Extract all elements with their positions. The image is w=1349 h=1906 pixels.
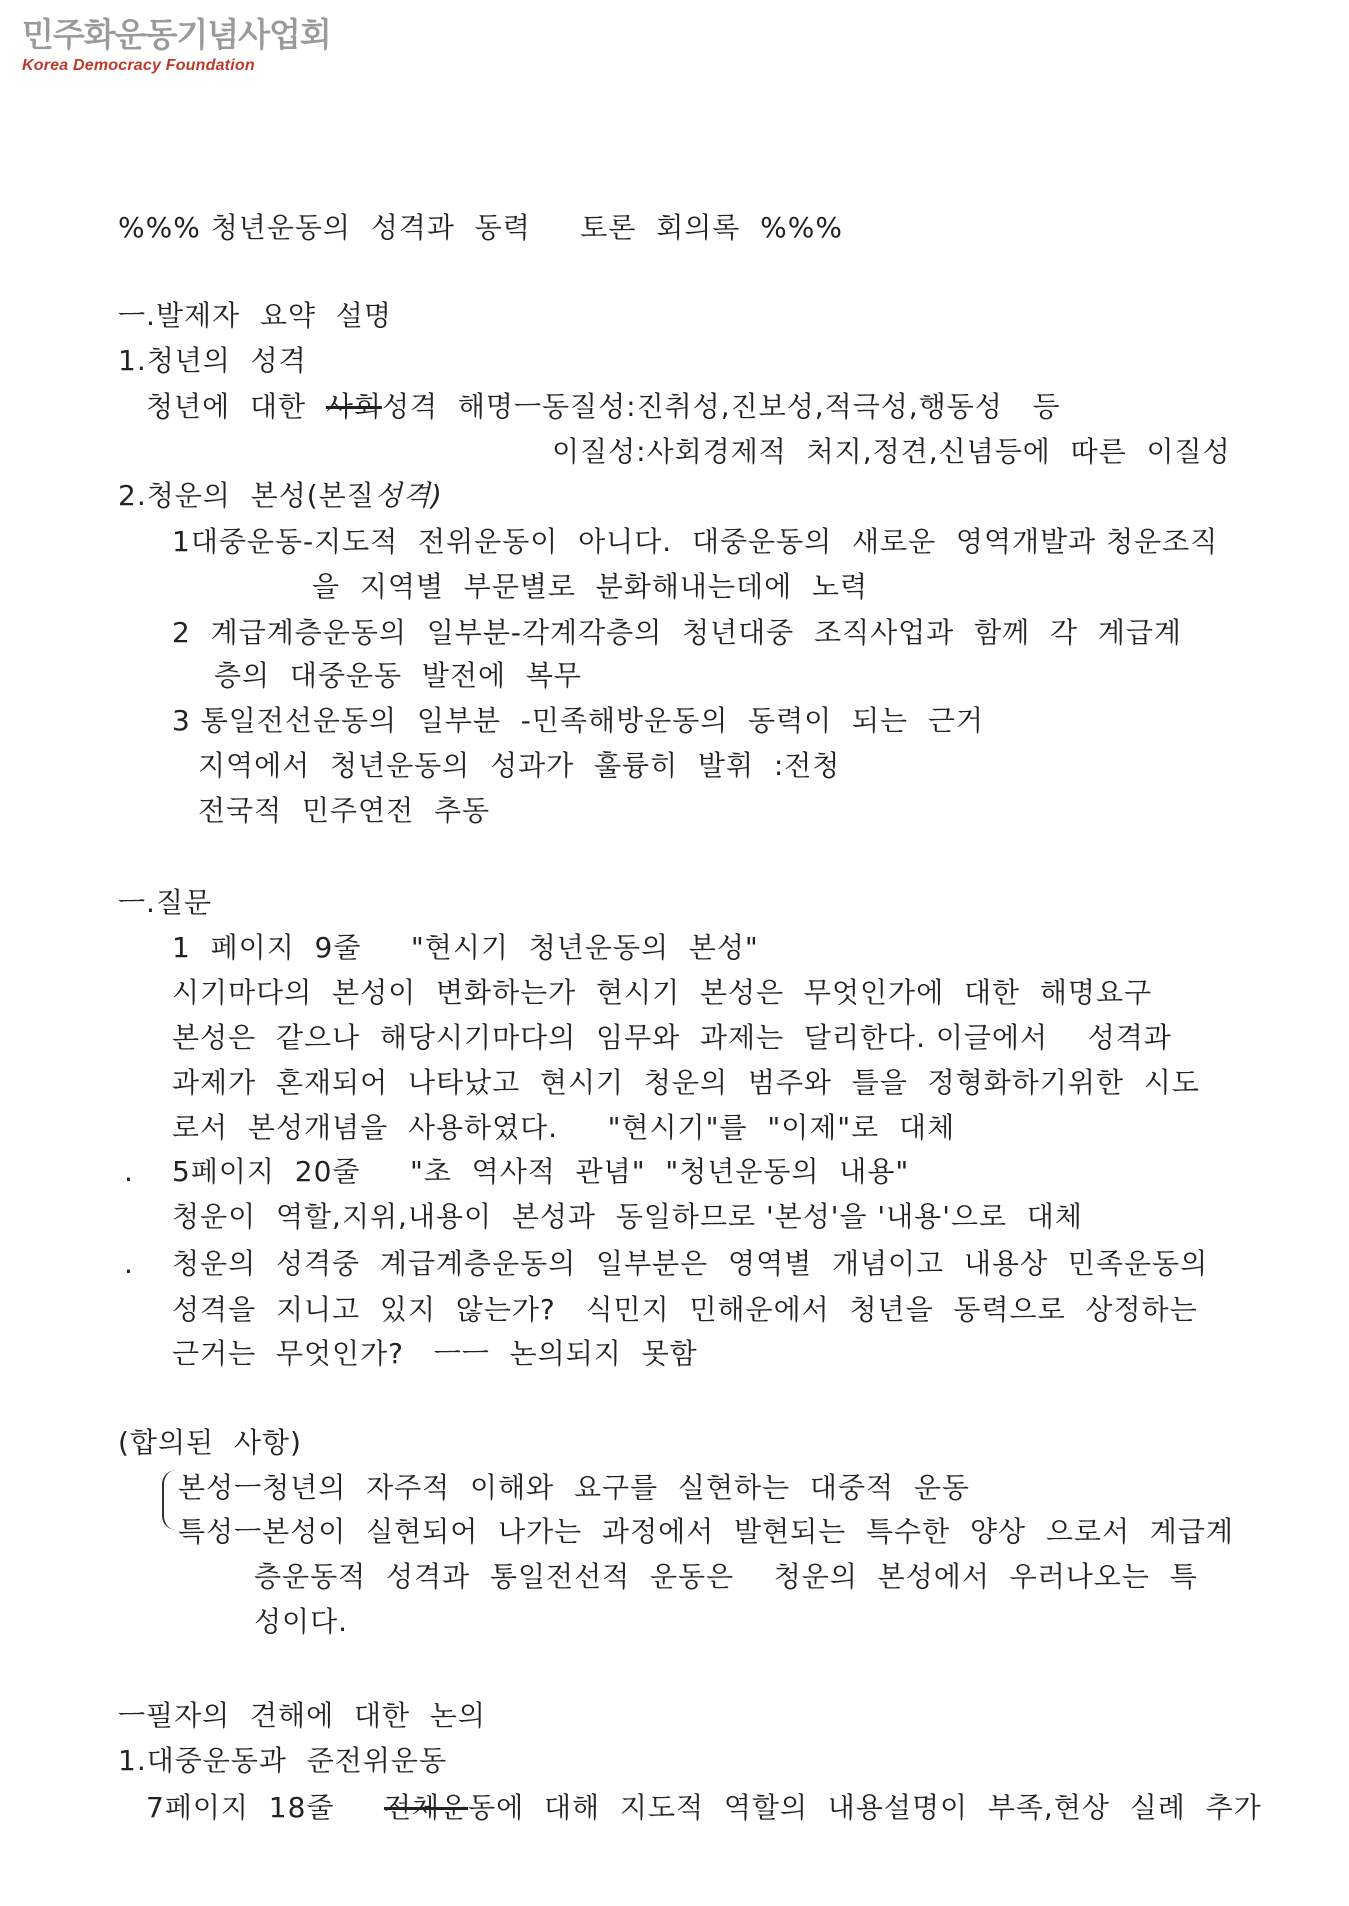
- s1-point3-line3: 전국적 민주연전 추동: [198, 794, 491, 827]
- s1-item1-line1-b: 성격 해명ㅡ동질성:진취성,진보성,적극성,행동성 등: [381, 390, 1061, 423]
- s3-item1-struck-text: 전체운: [383, 1791, 469, 1824]
- q3-line1: 청운의 성격중 계급계층운동의 일부분은 영역별 개념이고 내용상 민족운동의: [172, 1247, 1209, 1280]
- section3-heading: ㅡ필자의 견해에 대한 논의: [118, 1699, 486, 1732]
- s1-point2-line2: 층의 대중운동 발전에 복무: [214, 659, 582, 692]
- s1-item2-handwritten: 성격): [374, 479, 443, 512]
- agreed-line1: 본성ㅡ청년의 자주적 이해와 요구를 실현하는 대중적 운동: [178, 1471, 970, 1504]
- s1-item1-line1-a: 청년에 대한: [146, 390, 326, 423]
- s1-item2-heading-a: 2.청운의 본성(본질: [118, 479, 375, 512]
- logo-korean-text: 민주화운동기념사업회: [22, 15, 331, 54]
- s1-point3-line1: 3 통일전선운동의 일부분 -민족해방운동의 동력이 되는 근거: [172, 704, 984, 737]
- q3-bullet: .: [124, 1247, 133, 1280]
- q1-line2: 시기마다의 본성이 변화하는가 현시기 본성은 무엇인가에 대한 해명요구: [172, 976, 1153, 1009]
- agreed-line3: 층운동적 성격과 통일전선적 운동은 청운의 본성에서 우러나오는 특: [254, 1560, 1198, 1593]
- foundation-logo: [22, 15, 331, 75]
- section2-heading: ㅡ.질문: [118, 886, 213, 919]
- q2-bullet: .: [124, 1155, 133, 1188]
- s1-item1-heading: 1.청년의 성격: [118, 344, 307, 377]
- q1-line5: 로서 본성개념을 사용하였다. "현시기"를 "이제"로 대체: [172, 1111, 956, 1144]
- s3-item1-line1: [146, 1791, 1262, 1824]
- agreed-line4: 성이다.: [254, 1605, 349, 1638]
- agreed-line2: 특성ㅡ본성이 실현되어 나가는 과정에서 발현되는 특수한 양상 으로서 계급계: [178, 1515, 1234, 1548]
- q1-line3: 본성은 같으나 해당시기마다의 임무와 과제는 달리한다. 이글에서 성격과: [172, 1021, 1172, 1054]
- s1-item1-struck-text: 사회: [325, 390, 382, 423]
- agreed-brace: [162, 1470, 176, 1530]
- s1-point2-line1: [172, 616, 1182, 649]
- s1-point2-line1-b: 일부분-각계각층의 청년대중 조직사업과 함께 각 계급계: [406, 616, 1182, 649]
- section1-heading: ㅡ.발제자 요약 설명: [118, 299, 392, 332]
- q2-line1: 5페이지 20줄 "초 역사적 관념" "청년운동의 내용": [172, 1155, 910, 1188]
- s1-item1-line1: [146, 390, 1061, 423]
- agreed-heading: (합의된 사항): [118, 1426, 302, 1459]
- logo-english-text: Korea Democracy Foundation: [22, 57, 255, 74]
- q1-line1: 1 페이지 9줄 "현시기 청년운동의 본성": [172, 931, 759, 964]
- s3-item1-line1-b: 동에 대해 지도적 역할의 내용설명이 부족,현상 실례 추가: [468, 1791, 1262, 1824]
- s1-point3-line2: 지역에서 청년운동의 성과가 훌륭히 발휘 :전청: [198, 749, 841, 782]
- s3-item1-heading: 1.대중운동과 준전위운동: [118, 1744, 447, 1777]
- q1-line4: 과제가 혼재되어 나타났고 현시기 청운의 범주와 틀을 정형화하기위한 시도: [172, 1066, 1200, 1099]
- q2-line2: 청운이 역할,지위,내용이 본성과 동일하므로 '본성'을 '내용'으로 대체: [172, 1200, 1083, 1233]
- s3-item1-line1-a: 7페이지 18줄: [146, 1791, 384, 1824]
- s1-item2-heading: [118, 479, 443, 512]
- s1-point2-line1-a: 2 계급계층운동의: [172, 616, 407, 649]
- s1-point1-line1: 1대중운동-지도적 전위운동이 아니다. 대중운동의 새로운 영역개발과 청운조직: [172, 525, 1219, 558]
- s1-point1-line2: 을 지역별 부문별로 분화해내는데에 노력: [312, 570, 869, 603]
- s1-item1-line2: 이질성:사회경제적 처지,정견,신념등에 따른 이질성: [552, 435, 1231, 468]
- document-title: %%% 청년운동의 성격과 동력 토론 회의록 %%%: [118, 211, 843, 244]
- q3-line3: 근거는 무엇인가? ㅡㅡ 논의되지 못함: [172, 1337, 698, 1370]
- q3-line2: 성격을 지니고 있지 않는가? 식민지 민해운에서 청년을 동력으로 상정하는: [172, 1293, 1198, 1326]
